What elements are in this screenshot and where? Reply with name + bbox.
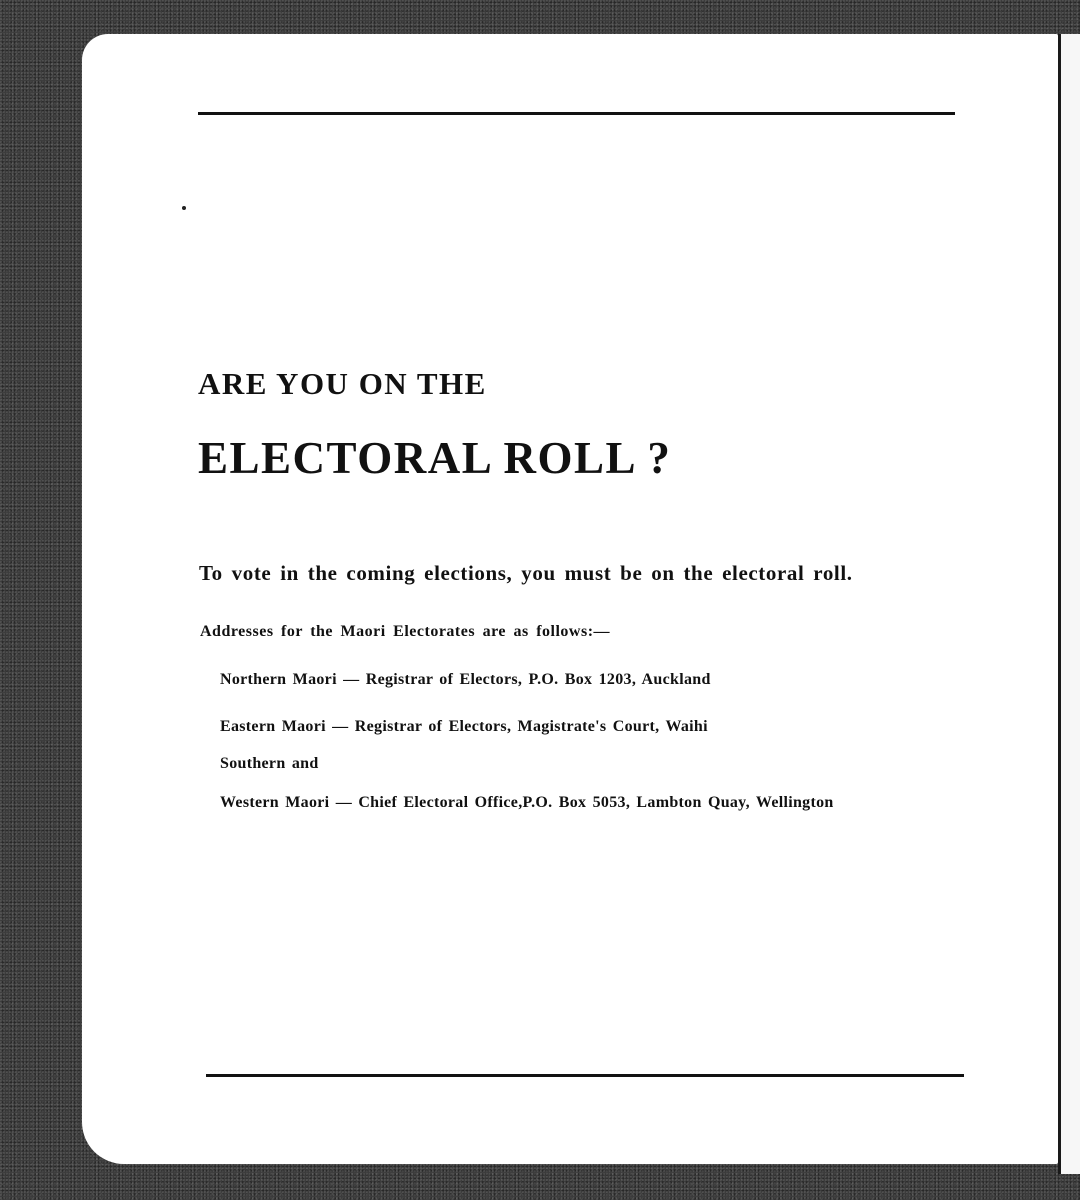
page-spine-edge (1058, 34, 1080, 1174)
heading-line-1: ARE YOU ON THE (198, 366, 487, 401)
bottom-rule (206, 1074, 964, 1077)
print-speck (182, 206, 186, 210)
intro-text: To vote in the coming elections, you must be on the electoral roll. (199, 561, 853, 585)
heading-line-2: ELECTORAL ROLL ? (198, 433, 672, 483)
document-page (82, 34, 1058, 1164)
address-southern-label: Southern and (220, 755, 319, 772)
address-western-maori: Western Maori — Chief Electoral Office,P.O. Box 5053, Lambton Quay, Wellington (220, 794, 834, 811)
address-northern-maori: Northern Maori — Registrar of Electors, P.O. Box 1203, Auckland (220, 671, 711, 688)
addresses-label: Addresses for the Maori Electorates are as follows:— (200, 623, 611, 640)
address-eastern-maori: Eastern Maori — Registrar of Electors, Magistrate's Court, Waihi (220, 718, 708, 735)
top-rule (198, 112, 955, 115)
